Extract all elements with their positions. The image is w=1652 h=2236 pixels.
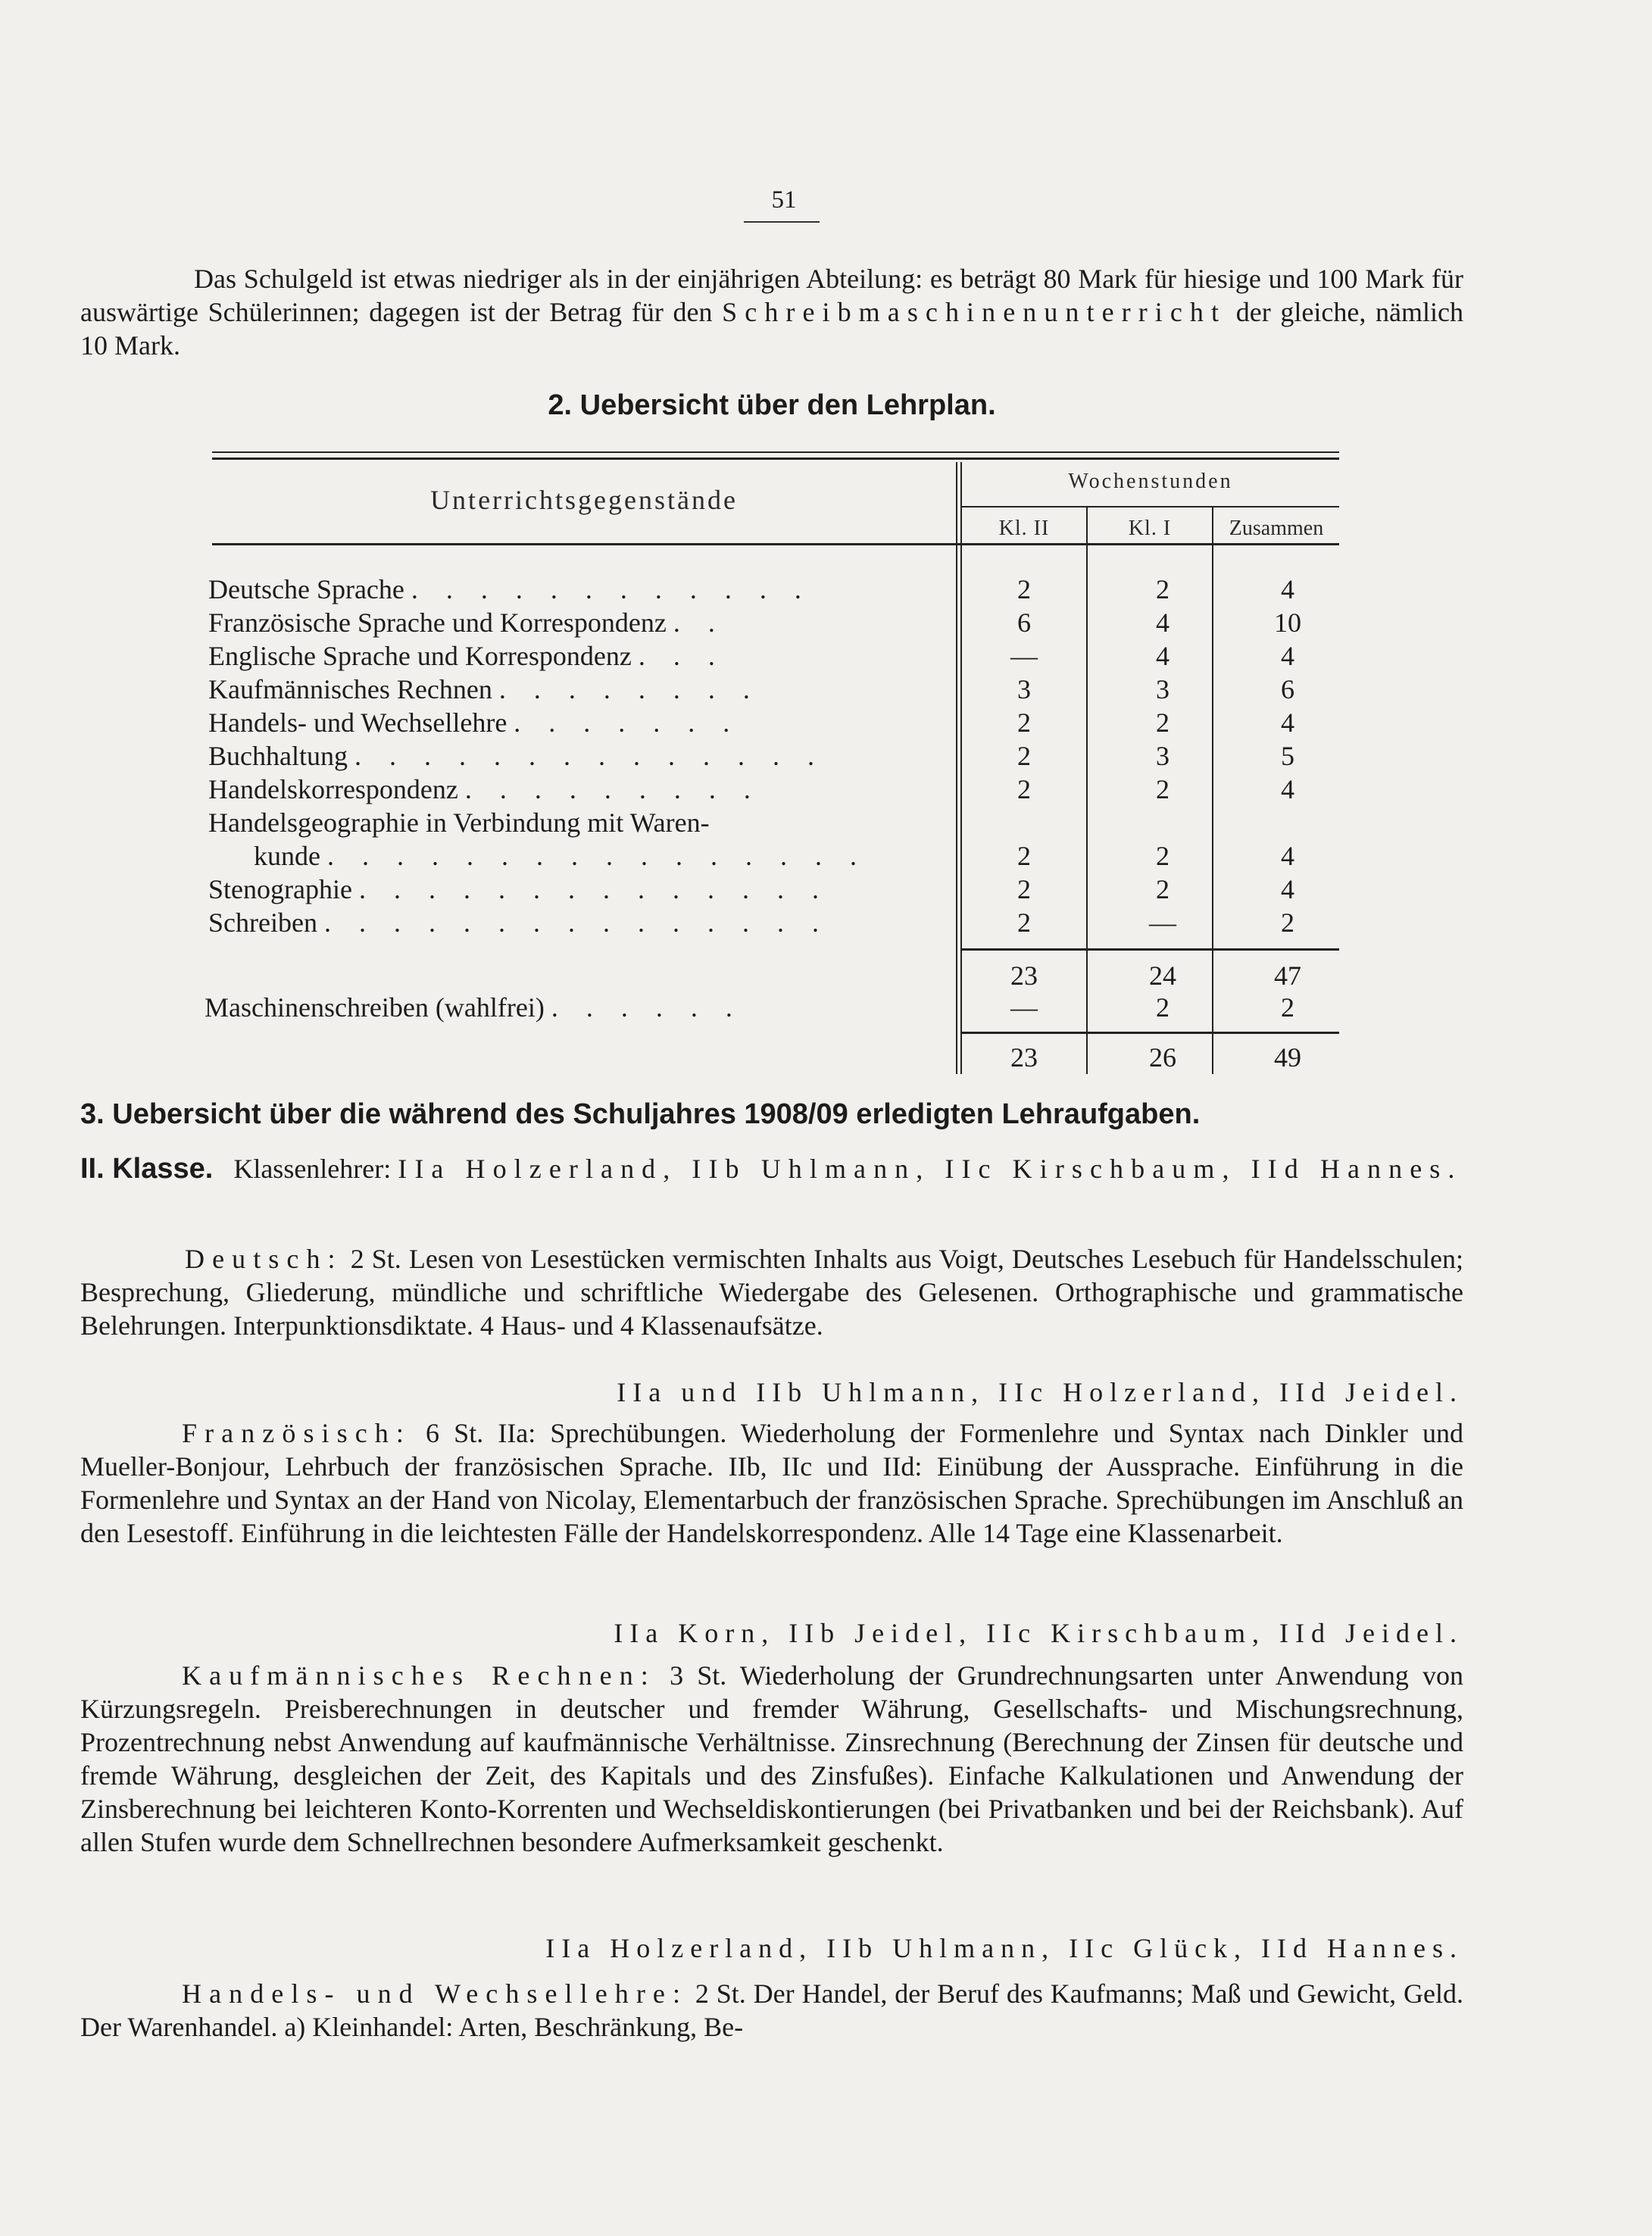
optional-dots: . . . . . . [551,992,743,1023]
class-2-teachers-prefix: Klassenlehrer: [233,1154,398,1184]
optional-kl2: — [1010,992,1038,1023]
row-kl1: 4 [1156,641,1170,671]
deutsch-name: Deutsch: [185,1244,343,1274]
subtotal-kl1: 24 [1149,960,1176,991]
row-subject: Buchhaltung [208,741,348,771]
row-kl2: 2 [1017,741,1031,771]
table-vrule-3 [1086,506,1088,1074]
row-dots: . . . [638,641,726,671]
row-kl1: 3 [1156,674,1170,704]
table-row [208,606,726,639]
row-kl2: 2 [1017,574,1031,604]
row-kl1: 2 [1156,707,1170,738]
handel-name: Handels- und Wechsellehre: [182,1978,689,2009]
row-total: 4 [1281,774,1294,804]
franzoesisch-text: 6 St. IIa: Sprechübungen. Wiederholung der Formenlehre und Syntax nach Dinkler und Mueller-Bonjour, Lehrbuch der französischen Sprache. IIb, IIc und IId: Einübung der Aussprache. Einführung in die Formenlehre und Syntax an der Hand von Nicolay, Elementarbuch der französischen Sprache. Sprechübungen im Anschluß an den Lesestoff. Einführung in die leichtesten Fälle der Handelskorrespondenz. Alle 14 Tage eine Klassenarbeit. [80,1418,1463,1548]
row-kl2: — [1010,641,1038,671]
row-subject: Deutsche Sprache [208,574,404,604]
page-number: 51 [771,186,797,214]
table-vrule-2 [960,462,962,1074]
row-subject: kunde [254,841,320,871]
row-subject: Kaufmännisches Rechnen [208,674,492,704]
class-2-label: II. Klasse. [80,1153,214,1185]
row-kl2: 6 [1017,607,1031,638]
total-kl2: 23 [1010,1042,1038,1073]
row-total: 4 [1281,841,1294,871]
franzoesisch-teachers [80,1616,1463,1650]
row-total: 4 [1281,574,1294,604]
row-kl2: 2 [1017,707,1031,738]
table-top-rule-1 [212,451,1339,453]
row-dots: . . . . . . . . . . . . . . . . [326,841,867,871]
section-3-title: 3. Uebersicht über die während des Schuljahres 1908/09 erledigten Lehraufgaben. [80,1098,1201,1130]
row-dots: . . . . . . . . . [464,774,761,804]
col-header-kl1: Kl. I [1128,517,1172,540]
table-vrule-1 [956,462,957,1074]
row-dots: . . . . . . . . . . . . [411,574,812,604]
row-total: 4 [1281,874,1294,904]
section-2-title: 2. Uebersicht über den Lehrplan. [548,389,996,421]
table-vrule-4 [1212,506,1213,1074]
row-total: 4 [1281,707,1294,738]
deutsch-teachers [80,1376,1463,1409]
total-kl1: 26 [1149,1042,1176,1073]
row-kl1: 4 [1156,607,1170,638]
row-kl1: 2 [1156,874,1170,904]
optional-kl1: 2 [1156,992,1170,1023]
page-number-rule [744,221,820,223]
row-kl1: 2 [1156,574,1170,604]
table-row [208,873,829,906]
table-row [208,906,829,939]
table-row-optional [205,991,743,1024]
row-subject: Stenographie [208,874,352,904]
row-total: 10 [1274,607,1301,638]
optional-subject: Maschinenschreiben (wahlfrei) [205,992,545,1023]
subtotal-kl2: 23 [1010,960,1038,991]
table-row [254,839,867,873]
table-row [208,573,812,606]
table-row [208,806,710,839]
row-total: 6 [1281,674,1294,704]
intro-spaced-term: Schreibmaschinenunterricht [722,297,1227,327]
row-kl1: 2 [1156,774,1170,804]
franzoesisch-paragraph [80,1416,1463,1550]
row-kl1: — [1149,907,1176,938]
row-subject: Französische Sprache und Korrespondenz [208,607,667,638]
total-rule [962,1032,1339,1034]
rechnen-teachers-text: IIa Holzerland, IIb Uhlmann, IIc Glück, IId Hannes. [545,1933,1463,1963]
row-dots: . . . . . . . . . . . . . . [358,874,829,904]
row-kl1: 3 [1156,741,1170,771]
col-header-subjects: Unterrichtsgegenstände [430,485,738,515]
row-kl2: 2 [1017,874,1031,904]
col-header-total: Zusammen [1229,517,1324,540]
row-subject: Englische Sprache und Korrespondenz [208,641,632,671]
row-dots: . . . . . . . . . . . . . . [354,741,825,771]
table-row [208,773,761,806]
intro-text-2: der gleiche, nämlich 10 Mark. [80,297,1463,361]
class-2-header [80,1151,1463,1186]
row-subject: Handelskorrespondenz [208,774,458,804]
row-total: 4 [1281,641,1294,671]
rechnen-paragraph [80,1659,1463,1859]
table-row [208,673,760,706]
rechnen-name: Kaufmännisches Rechnen: [182,1660,656,1691]
deutsch-paragraph [80,1242,1463,1342]
row-dots: . . [673,607,726,638]
col-header-group: Wochenstunden [1068,470,1233,493]
row-total: 2 [1281,907,1294,938]
subtotal-rule [962,948,1339,951]
row-dots: . . . . . . . . . . . . . . . [323,907,829,938]
handel-text: 2 St. Der Handel, der Beruf des Kaufmanns; Maß und Gewicht, Geld. Der Warenhandel. a) Kleinhandel: Arten, Beschränkung, Be- [80,1978,1463,2042]
table-top-rule-2 [212,458,1339,460]
row-subject: Handels- und Wechsellehre [208,707,507,738]
row-total: 5 [1281,741,1294,771]
franzoesisch-teachers-text: IIa Korn, IIb Jeidel, IIc Kirschbaum, IId Jeidel. [614,1618,1463,1648]
row-subject: Schreiben [208,907,317,938]
deutsch-teachers-text: IIa und IIb Uhlmann, IIc Holzerland, IId Jeidel. [617,1377,1463,1407]
optional-total: 2 [1281,992,1294,1023]
rechnen-text: 3 St. Wiederholung der Grundrechnungsarten unter Anwendung von Kürzungsregeln. Preisberechnungen in deutscher und fremder Währung, Gesellschafts- und Mischungsrechnung, Prozentrechnung nebst Anwendung auf kaufmännische Verhältnisse. Zinsrechnung (Berechnung der Zinsen für deutsche und fremde Währung, desgleichen der Zeit, des Kapitals und des Zinsfußes). Einfache Kalkulationen und Anwendung der Zinsberechnung bei leichteren Konto-Korrenten und Wechseldiskontierungen (bei Privatbanken und bei der Reichsbank). Auf allen Stufen wurde dem Schnellrechnen besondere Aufmerksamkeit geschenkt. [80,1660,1464,1857]
col-header-kl2: Kl. II [998,517,1050,540]
handel-paragraph [80,1977,1463,2044]
class-2-teachers: IIa Holzerland, IIb Uhlmann, IIc Kirschbaum, IId Hannes. [398,1154,1463,1184]
intro-paragraph [80,262,1463,362]
row-subject: Handelsgeographie in Verbindung mit Waren- [208,807,710,838]
row-kl2: 2 [1017,841,1031,871]
total-total: 49 [1274,1042,1301,1073]
table-row [208,639,726,673]
table-subheader-rule [962,506,1339,507]
deutsch-text: 2 St. Lesen von Lesestücken vermischten Inhalts aus Voigt, Deutsches Lesebuch für Handelsschulen; Besprechung, Gliederung, mündliche und schriftliche Wiedergabe des Gelesenen. Orthographische und grammatische Belehrungen. Interpunktionsdiktate. 4 Haus- und 4 Klassenaufsätze. [80,1244,1463,1341]
row-dots: . . . . . . . [514,707,741,738]
row-kl2: 3 [1017,674,1031,704]
rechnen-teachers [80,1932,1463,1965]
row-kl2: 2 [1017,907,1031,938]
table-row [208,706,740,739]
intro-text-1: Das Schulgeld ist etwas niedriger als in der einjährigen Abteilung: es beträgt 80 Mark für hiesige und 100 Mark für auswärtige Schülerinnen; dagegen ist der Betrag für den [80,264,1463,327]
table-row [208,739,825,773]
row-kl1: 2 [1156,841,1170,871]
row-kl2: 2 [1017,774,1031,804]
row-dots: . . . . . . . . [498,674,760,704]
subtotal-total: 47 [1274,960,1301,991]
franzoesisch-name: Französisch: [182,1418,411,1448]
